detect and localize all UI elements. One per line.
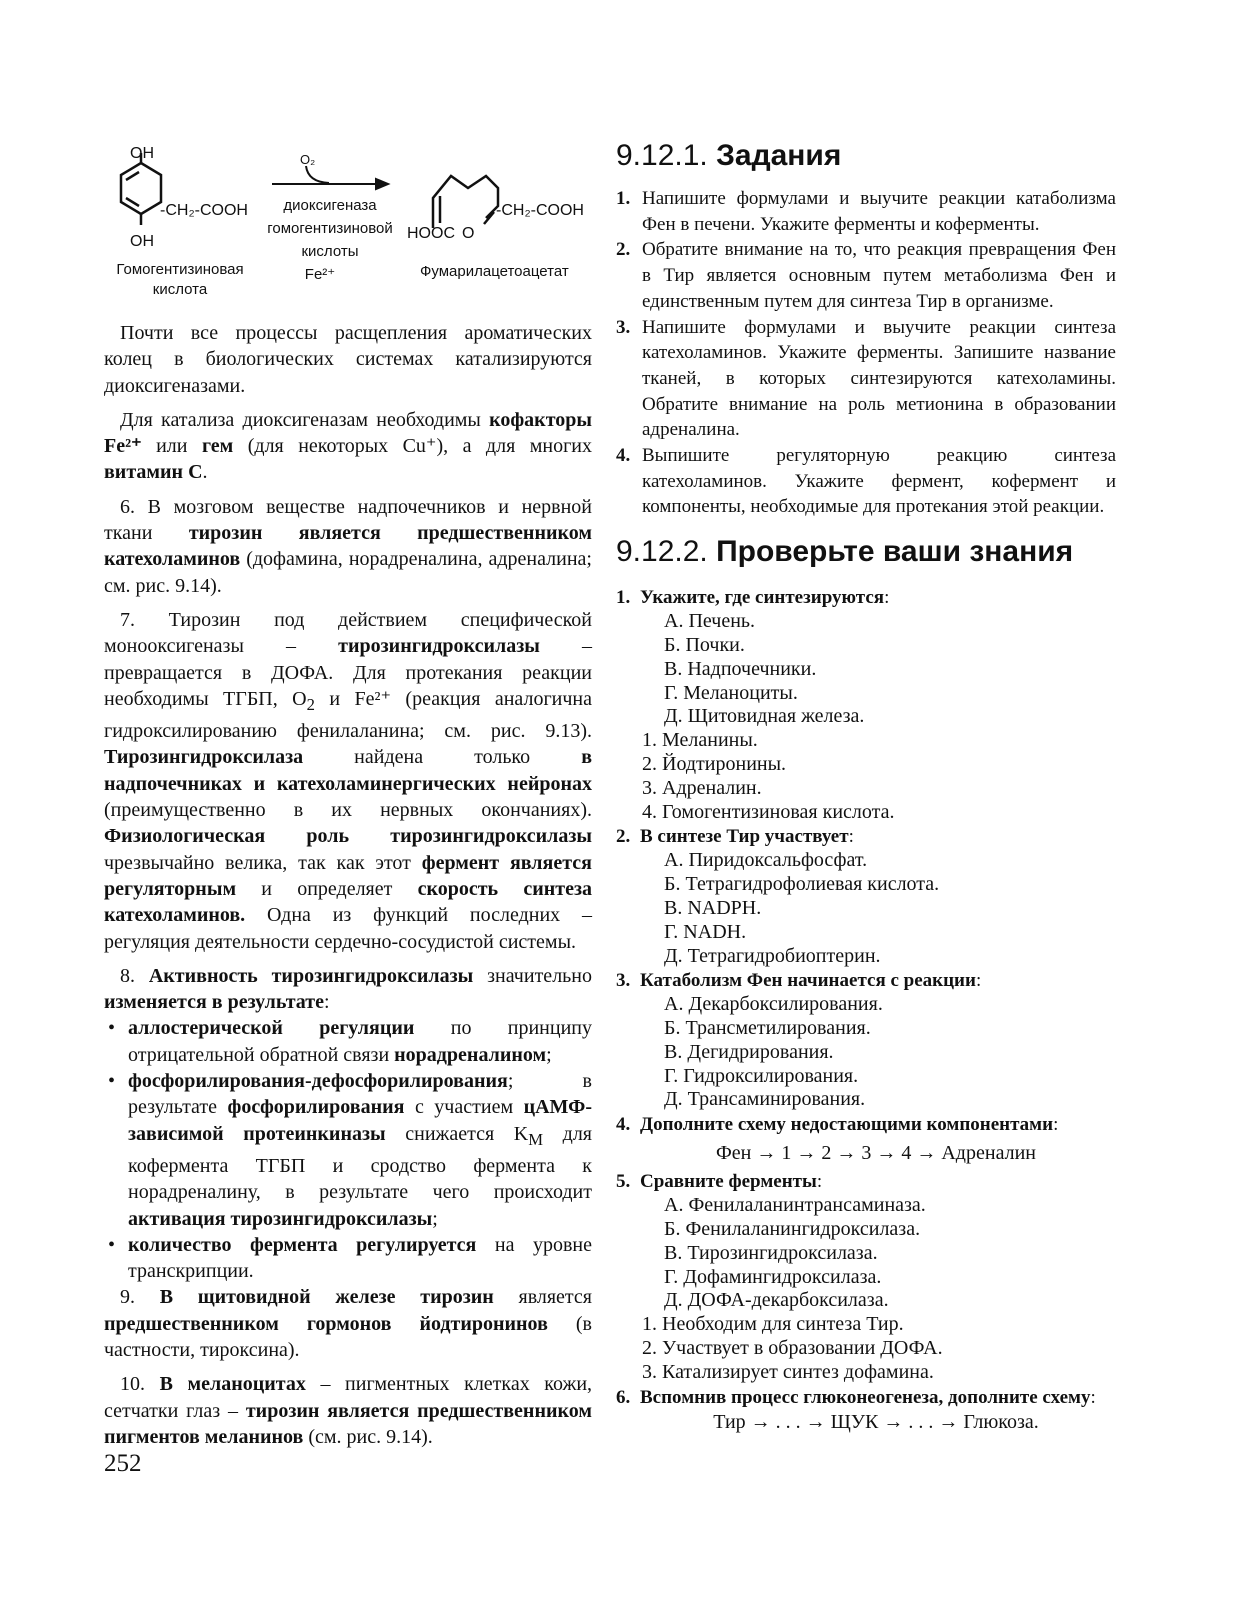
substrate-name-2: кислота — [152, 281, 208, 298]
enzyme-label-2: гомогентизиновой — [267, 220, 393, 237]
paragraph-7: 7. Тирозин под действием специфической монооксигеназы – тирозингидроксилазы – превращается в ДОФА. Для протекания реакции необходимы ТГБП, $O_2$ и Fe²⁺ (реакция аналогична гидроксилированию фенилаланина; см. рис. 9.13). Тирозингидроксилаза найдена только в надпочечниках и катехоламинергических нейронах (преимущественно в их нервных окончаниях). Физиологическая роль тирозингидроксилазы чрезвычайно велика, так как этот фермент является регуляторным и определяет скорость синтеза катехоламинов. Одна из функций последних – регуляция деятельности сердечно-сосудистой системы. — [104, 608, 593, 953]
reaction-scheme — [104, 136, 592, 304]
question-2: 2. В синтезе Тир участвует: — [616, 826, 854, 848]
paragraph-dioxygenases: Почти все процессы расщепления ароматических колец в биологических системах катализируются диоксигеназами. — [104, 322, 592, 397]
benzene-ring-icon — [121, 153, 161, 225]
option: Б. Трансметилирования. — [664, 1017, 871, 1040]
cofactor-label: Fe²⁺ — [304, 266, 336, 283]
question-6: 6. Вспомнив процесс глюконеогенеза, дополните схему: — [616, 1386, 1096, 1408]
option: Б. Фенилаланингидроксилаза. — [664, 1218, 921, 1241]
bullet-icon: • — [108, 1017, 116, 1040]
list-item: • количество фермента регулируется на уровне транскрипции. — [108, 1233, 592, 1283]
bullet-icon: • — [108, 1070, 116, 1093]
substituent-right: -CH₂-COOH — [496, 202, 584, 219]
section-heading-check: 9.12.2. Проверьте ваши знания — [616, 535, 1074, 569]
list-item: 3. Напишите формулами и выучите реакции синтеза катехоламинов. Укажите ферменты. Запишите название тканей, в которых синтезируются катехоламины. Обратите внимание на роль метионина в образовании адреналина. — [616, 316, 1116, 441]
answer: 1. Меланины. — [642, 729, 758, 752]
list-item: 1. Напишите формулами и выучите реакции катаболизма Фен в печени. Укажите ферменты и коферменты. — [616, 188, 1116, 235]
option: А. Печень. — [664, 610, 756, 633]
gluconeogenesis-scheme: Тир → . . . → ЩУК → . . . → Глюкоза. — [713, 1410, 1039, 1433]
option: Г. NADH. — [664, 920, 747, 943]
oh-top-label: OH — [130, 145, 154, 162]
option: Д. Трансаминирования. — [664, 1088, 866, 1111]
list-item: • фосфорилирования-дефосфорилирования; в результате фосфорилирования с участием цАМФ-зависимой протеинкиназы снижается $K_M$ для кофермента ТГБП и сродство фермента к норадреналину, в результате чего происходит активация тирозингидроксилазы; — [108, 1070, 593, 1230]
option: В. Надпочечники. — [664, 657, 817, 680]
pathway-scheme: Фен → 1 → 2 → 3 → 4 → Адреналин — [715, 1142, 1037, 1165]
answer: 2. Участвует в образовании ДОФА. — [642, 1337, 943, 1360]
option: Б. Тетрагидрофолиевая кислота. — [664, 873, 940, 896]
left-column — [104, 136, 592, 1450]
option: Г. Меланоциты. — [664, 681, 798, 704]
option: Д. Тетрагидробиоптерин. — [664, 944, 881, 967]
answer: 3. Адреналин. — [642, 776, 762, 799]
option: Б. Почки. — [664, 633, 745, 656]
product-chain-icon — [433, 176, 498, 228]
option: Г. Дофамингидроксилаза. — [664, 1265, 882, 1288]
paragraph-9: 9. В щитовидной железе тирозин является предшественником гормонов йодтиронинов (в частности, тироксина). — [104, 1286, 592, 1361]
substrate-name-1: Гомогентизиновая — [116, 261, 244, 278]
paragraph-cofactors: Для катализа диоксигеназам необходимы кофакторы Fe²⁺ или гем (для некоторых Cu⁺), а для многих витамин С. — [104, 408, 592, 484]
option: В. Тирозингидроксилаза. — [664, 1241, 878, 1264]
answer: 4. Гомогентизиновая кислота. — [642, 800, 895, 823]
option: Д. Щитовидная железа. — [664, 705, 865, 728]
answer: 1. Необходим для синтеза Тир. — [642, 1313, 904, 1336]
option: Г. Гидроксилирования. — [664, 1064, 859, 1087]
hooc-label: HOOC — [407, 225, 455, 242]
option: А. Пиридоксальфосфат. — [664, 849, 868, 872]
section-heading-tasks: 9.12.1. Задания — [616, 139, 842, 172]
option: В. NADPH. — [664, 896, 762, 919]
answer: 2. Йодтиронины. — [642, 752, 787, 775]
question-3: 3. Катаболизм Фен начинается с реакции: — [616, 970, 982, 992]
option: Д. ДОФА-декарбоксилаза. — [664, 1289, 889, 1312]
answer: 3. Катализирует синтез дофамина. — [642, 1360, 934, 1383]
page-number: 252 — [104, 1450, 142, 1477]
task-list — [616, 186, 1116, 520]
keto-o-label: O — [462, 225, 475, 242]
substituent-left: -CH₂-COOH — [160, 202, 248, 219]
list-item: 4. Выпишите регуляторную реакцию синтеза катехоламинов. Укажите фермент, кофермент и компоненты, необходимые для протекания этой реакции. — [616, 445, 1116, 518]
enzyme-label-3: кислоты — [301, 243, 359, 260]
regulation-list — [104, 1015, 592, 1284]
bullet-icon: • — [108, 1233, 116, 1256]
paragraph-8: 8. Активность тирозингидроксилазы значительно изменяется в результате: — [104, 964, 592, 1014]
option: А. Фенилаланинтрансаминаза. — [664, 1194, 926, 1217]
question-4: 4. Дополните схему недостающими компонентами: — [616, 1114, 1059, 1136]
list-item: • аллостерической регуляции по принципу отрицательной обратной связи норадреналином; — [108, 1017, 592, 1066]
question-1: 1. Укажите, где синтезируются: — [616, 587, 890, 609]
option: В. Дегидрирования. — [664, 1040, 834, 1063]
paragraph-10: 10. В меланоцитах – пигментных клетках кожи, сетчатки глаз – тирозин является предшественником пигментов меланинов (см. рис. 9.14). — [104, 1373, 593, 1448]
oh-bottom-label: OH — [130, 233, 154, 250]
product-name: Фумарилацетоацетат — [420, 263, 569, 280]
o2-label: O₂ — [300, 152, 316, 167]
right-column — [616, 136, 1116, 1434]
enzyme-label-1: диоксигеназа — [283, 197, 377, 214]
paragraph-6: 6. В мозговом веществе надпочечников и нервной ткани тирозин является предшественником катехоламинов (дофамина, норадреналина, адреналина; см. рис. 9.14). — [104, 495, 592, 597]
option: А. Декарбоксилирования. — [664, 993, 883, 1016]
question-5: 5. Сравните ферменты: — [616, 1171, 823, 1193]
reaction-arrow-icon — [272, 166, 388, 189]
list-item: 2. Обратите внимание на то, что реакция превращения Фен в Тир является основным путем метаболизма Фен и единственным путем для синтеза Тир в организме. — [616, 239, 1116, 312]
